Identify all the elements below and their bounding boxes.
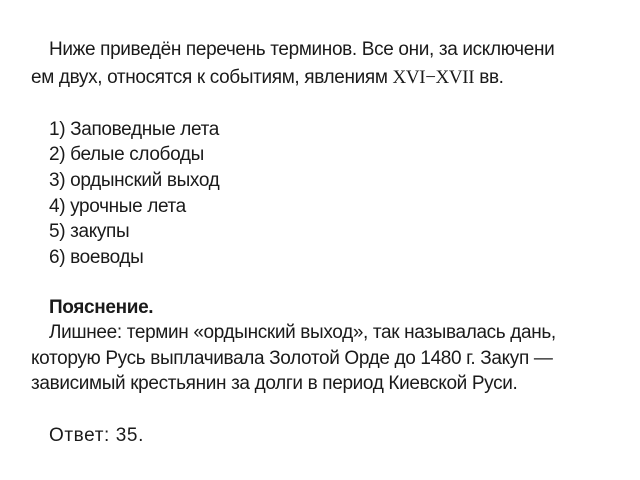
question-text-line-2 (31, 66, 504, 90)
term-item-6: 6) воеводы (49, 247, 144, 268)
explanation-line-3: зависимый крестьянин за долги в период Киевской Руси. (31, 373, 518, 394)
question-text-line-2-prefix: ем двух, относятся к событиям, явлениям (31, 67, 393, 88)
term-item-4: 4) урочные лета (49, 196, 186, 217)
term-item-3: 3) ордынский выход (49, 170, 220, 191)
term-item-2: 2) белые слободы (49, 144, 204, 165)
question-text-line-1: Ниже приведён перечень терминов. Все они, за исключени (49, 39, 555, 60)
century-range: XVI−XVII (392, 67, 475, 88)
answer-text: Ответ: 35. (49, 425, 144, 446)
explanation-heading: Пояснение. (49, 297, 154, 318)
term-item-5: 5) закупы (49, 221, 130, 242)
explanation-line-2: которую Русь выплачивала Золотой Орде до 1480 г. Закуп — (31, 348, 553, 369)
explanation-line-1: Лишнее: термин «ордынский выход», так называлась дань, (49, 322, 556, 343)
term-item-1: 1) Заповедные лета (49, 119, 219, 140)
question-text-line-2-suffix: вв. (474, 67, 504, 88)
